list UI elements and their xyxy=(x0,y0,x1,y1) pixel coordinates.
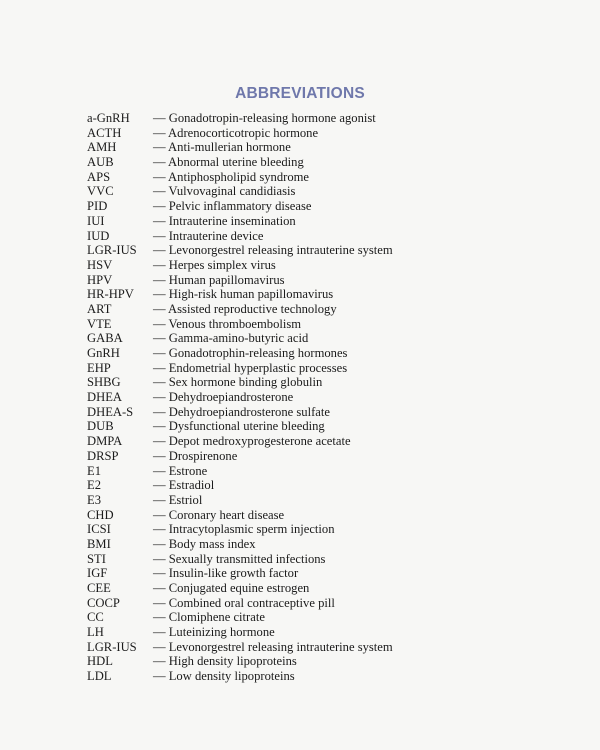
abbreviation-term: CHD xyxy=(87,507,114,522)
abbreviation-row xyxy=(87,478,393,493)
abbreviation-definition: — Gamma-amino-butyric acid xyxy=(153,331,309,346)
abbreviation-term: IGF xyxy=(87,566,108,581)
abbreviation-row xyxy=(87,287,393,302)
page-title: ABBREVIATIONS xyxy=(235,85,365,102)
abbreviation-definition: — Sex hormone binding globulin xyxy=(153,375,323,390)
abbreviation-term: VVC xyxy=(87,184,114,199)
abbreviation-definition: — Pelvic inflammatory disease xyxy=(153,199,312,214)
abbreviation-definition: — Endometrial hyperplastic processes xyxy=(153,360,348,375)
abbreviation-term: IUD xyxy=(87,228,110,243)
abbreviation-term: CC xyxy=(87,610,104,625)
abbreviation-row xyxy=(87,273,393,288)
abbreviation-row xyxy=(87,581,393,596)
abbreviation-term: ICSI xyxy=(87,522,111,537)
abbreviation-term: LGR-IUS xyxy=(87,243,137,258)
abbreviation-definition: — Dehydroepiandrosterone xyxy=(153,390,294,405)
abbreviation-term: DHEA-S xyxy=(87,404,134,419)
abbreviation-term: E1 xyxy=(87,463,101,478)
abbreviation-row xyxy=(87,610,393,625)
abbreviation-row xyxy=(87,229,393,244)
abbreviation-definition: — Sexually transmitted infections xyxy=(153,551,326,566)
abbreviation-definition: — Levonorgestrel releasing intrauterine system xyxy=(153,639,393,654)
abbreviation-row xyxy=(87,434,393,449)
abbreviation-row xyxy=(87,464,393,479)
abbreviation-definition: — Intrauterine insemination xyxy=(153,213,296,228)
abbreviation-definition: — Combined oral contraceptive pill xyxy=(153,595,335,610)
abbreviation-term: HPV xyxy=(87,272,113,287)
abbreviation-definition: — Intracytoplasmic sperm injection xyxy=(153,522,335,537)
abbreviation-term: LH xyxy=(87,625,104,640)
abbreviation-definition: — Venous thromboembolism xyxy=(153,316,302,331)
abbreviation-row xyxy=(87,654,393,669)
abbreviation-definition: — Body mass index xyxy=(153,536,256,551)
abbreviation-definition: — Estriol xyxy=(153,492,203,507)
abbreviation-definition: — Levonorgestrel releasing intrauterine system xyxy=(153,243,393,258)
abbreviation-row xyxy=(87,552,393,567)
abbreviation-term: APS xyxy=(87,169,111,184)
abbreviation-term: DUB xyxy=(87,419,114,434)
abbreviation-row xyxy=(87,331,393,346)
abbreviation-term: AUB xyxy=(87,155,114,170)
abbreviation-row xyxy=(87,625,393,640)
abbreviation-row xyxy=(87,258,393,273)
abbreviation-definition: — Insulin-like growth factor xyxy=(153,566,299,581)
abbreviation-term: E2 xyxy=(87,478,101,493)
abbreviation-row xyxy=(87,375,393,390)
abbreviation-definition: — Luteinizing hormone xyxy=(153,625,275,640)
abbreviation-definition: — Depot medroxyprogesterone acetate xyxy=(153,434,351,449)
abbreviation-row xyxy=(87,155,393,170)
abbreviation-row xyxy=(87,405,393,420)
abbreviation-term: ACTH xyxy=(87,125,122,140)
abbreviation-row xyxy=(87,214,393,229)
abbreviation-definition: — Conjugated equine estrogen xyxy=(153,581,310,595)
abbreviation-definition: — Dysfunctional uterine bleeding xyxy=(153,419,325,434)
abbreviation-row xyxy=(87,361,393,376)
abbreviation-row xyxy=(87,302,393,317)
abbreviation-row xyxy=(87,669,393,684)
abbreviation-definition: — Antiphospholipid syndrome xyxy=(153,169,310,184)
abbreviation-term: VTE xyxy=(87,316,112,331)
abbreviation-definition: — Intrauterine device xyxy=(153,228,264,243)
abbreviation-term: GABA xyxy=(87,331,123,346)
abbreviation-term: E3 xyxy=(87,492,101,507)
abbreviation-row xyxy=(87,419,393,434)
abbreviation-term: HR-HPV xyxy=(87,287,134,302)
abbreviation-definition: — Human papillomavirus xyxy=(153,272,285,287)
abbreviation-row xyxy=(87,184,393,199)
abbreviation-definition: — High-risk human papillomavirus xyxy=(153,287,334,302)
abbreviation-term: LGR-IUS xyxy=(87,639,137,654)
abbreviation-term: DRSP xyxy=(87,448,119,463)
abbreviation-term: a-GnRH xyxy=(87,111,130,125)
abbreviation-row xyxy=(87,390,393,405)
abbreviation-row xyxy=(87,596,393,611)
abbreviation-definition: — Clomiphene citrate xyxy=(153,610,265,625)
abbreviation-row xyxy=(87,508,393,523)
abbreviation-term: AMH xyxy=(87,140,117,155)
abbreviation-definition: — Drospirenone xyxy=(153,448,238,463)
abbreviation-term: EHP xyxy=(87,360,111,375)
abbreviation-term: BMI xyxy=(87,536,111,551)
abbreviation-term: CEE xyxy=(87,581,111,595)
abbreviation-row xyxy=(87,537,393,552)
abbreviation-definition: — Abnormal uterine bleeding xyxy=(153,155,304,170)
abbreviation-term: PID xyxy=(87,199,108,214)
abbreviation-row xyxy=(87,566,393,581)
abbreviation-definition: — Anti-mullerian hormone xyxy=(153,140,291,155)
abbreviation-row xyxy=(87,640,393,655)
abbreviation-row xyxy=(87,449,393,464)
abbreviation-definition: — Gonadotropin-releasing hormone agonist xyxy=(153,111,376,125)
abbreviation-definition: — Dehydroepiandrosterone sulfate xyxy=(153,404,330,419)
abbreviation-row xyxy=(87,243,393,258)
abbreviation-definition: — Estradiol xyxy=(153,478,215,493)
abbreviation-row xyxy=(87,199,393,214)
abbreviation-row xyxy=(87,493,393,508)
abbreviation-row xyxy=(87,317,393,332)
abbreviation-term: ART xyxy=(87,301,112,316)
abbreviation-term: SHBG xyxy=(87,375,121,390)
abbreviation-term: HDL xyxy=(87,654,113,669)
abbreviation-definition: — Low density lipoproteins xyxy=(153,669,295,684)
abbreviation-row xyxy=(87,522,393,537)
abbreviation-definition: — Vulvovaginal candidiasis xyxy=(153,184,296,199)
abbreviation-term: IUI xyxy=(87,213,105,228)
abbreviation-row xyxy=(87,346,393,361)
abbreviation-term: COCP xyxy=(87,595,120,610)
abbreviation-row xyxy=(87,170,393,185)
abbreviation-term: DHEA xyxy=(87,390,122,405)
abbreviation-term: DMPA xyxy=(87,434,123,449)
abbreviation-definition: — High density lipoproteins xyxy=(153,654,297,669)
abbreviation-term: STI xyxy=(87,551,106,566)
abbreviation-definition: — Coronary heart disease xyxy=(153,507,285,522)
abbreviation-definition: — Adrenocorticotropic hormone xyxy=(153,125,319,140)
abbreviation-definition: — Herpes simplex virus xyxy=(153,257,276,272)
abbreviation-row xyxy=(87,126,393,141)
abbreviation-list xyxy=(87,111,393,684)
abbreviation-term: LDL xyxy=(87,669,112,684)
abbreviation-term: HSV xyxy=(87,257,113,272)
abbreviation-definition: — Assisted reproductive technology xyxy=(153,301,337,316)
abbreviation-definition: — Estrone xyxy=(153,463,208,478)
abbreviation-term: GnRH xyxy=(87,346,120,360)
abbreviation-row xyxy=(87,111,393,126)
abbreviation-row xyxy=(87,140,393,155)
abbreviation-definition: — Gonadotrophin-releasing hormones xyxy=(153,346,348,360)
